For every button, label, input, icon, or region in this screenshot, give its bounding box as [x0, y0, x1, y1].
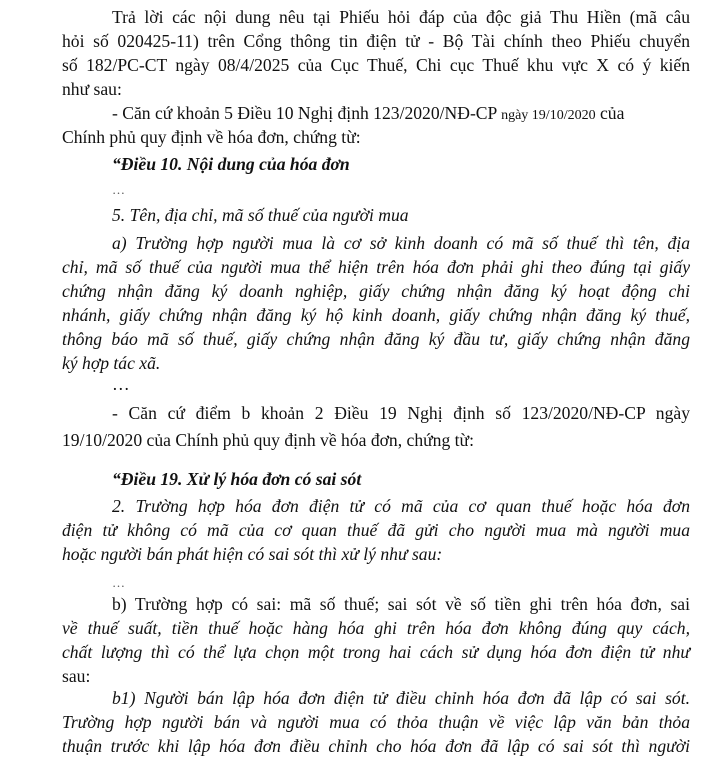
quote-line: b1) Người bán lập hóa đơn điện tử điều chỉnh hóa đơn đã lập có sai sót. [112, 688, 690, 708]
article-10-heading: “Điều 10. Nội dung của hóa đơn [112, 154, 350, 174]
quote-line: thông báo mã số thuế, giấy chứng nhận đăng ký đầu tư, giấy chứng nhận đăng [62, 329, 690, 349]
quote-line: chất lượng thì có thể lựa chọn một trong hai cách sử dụng hóa đơn điện tử như [62, 642, 690, 662]
legal-basis-text: - Căn cứ khoản 5 Điều 10 Nghị định 123/2020/NĐ-CP [112, 103, 497, 123]
quote-line: thuận trước khi lập hóa đơn điều chỉnh cho hóa đơn đã lập có sai sót thì người [62, 736, 690, 756]
quote-line: điện tử không có mã của cơ quan thuế đã gửi cho người mua mà người mua [62, 520, 690, 540]
ellipsis: … [112, 182, 125, 197]
quote-line: b) Trường hợp có sai: mã số thuế; sai sót về số tiền ghi trên hóa đơn, sai [112, 594, 690, 614]
quote-line: về thuế suất, tiền thuế hoặc hàng hóa ghi trên hóa đơn không đúng quy cách, [62, 618, 690, 638]
legal-basis-suffix: của [600, 103, 625, 123]
ellipsis: … [112, 374, 130, 394]
quote-line: hoặc người bán phát hiện có sai sót thì xử lý như sau: [62, 544, 443, 564]
legal-basis-line: - Căn cứ điểm b khoản 2 Điều 19 Nghị định số 123/2020/NĐ-CP ngày [112, 403, 690, 423]
paragraph-line: 19/10/2020 của Chính phủ quy định về hóa đơn, chứng từ: [62, 430, 474, 450]
paragraph-line: số 182/PC-CT ngày 08/4/2025 của Cục Thuế, Chi cục Thuế khu vực X có ý kiến [62, 55, 690, 75]
clause-heading: 5. Tên, địa chỉ, mã số thuế của người mua [112, 205, 409, 225]
quote-line: sau: [62, 666, 91, 686]
article-19-heading: “Điều 19. Xử lý hóa đơn có sai sót [112, 469, 362, 489]
legal-basis-line [112, 101, 690, 128]
paragraph-line: như sau: [62, 79, 122, 99]
quote-line: a) Trường hợp người mua là cơ sở kinh doanh có mã số thuế thì tên, địa [112, 233, 690, 253]
paragraph-line: Trả lời các nội dung nêu tại Phiếu hỏi đáp của độc giả Thu Hiền (mã câu [112, 7, 690, 27]
quote-line: nhánh, giấy chứng nhận đăng ký hộ kinh doanh, giấy chứng nhận đăng ký thuế, [62, 305, 690, 325]
paragraph-line: hỏi số 020425-11) trên Cổng thông tin điện tử - Bộ Tài chính theo Phiếu chuyển [62, 31, 690, 51]
quote-line: chỉ, mã số thuế của người mua thể hiện trên hóa đơn phải ghi theo đúng tại giấy [62, 257, 690, 277]
ellipsis: … [112, 575, 125, 590]
legal-basis-date: ngày 19/10/2020 [501, 108, 596, 123]
quote-line: ký hợp tác xã. [62, 353, 161, 373]
quote-line: Trường hợp người bán và người mua có thỏa thuận về việc lập văn bản thỏa [62, 712, 690, 732]
quote-line: 2. Trường hợp hóa đơn điện tử có mã của cơ quan thuế hoặc hóa đơn [112, 496, 690, 516]
quote-line: chứng nhận đăng ký doanh nghiệp, giấy chứng nhận đăng ký hoạt động chi [62, 281, 690, 301]
paragraph-line: Chính phủ quy định về hóa đơn, chứng từ: [62, 127, 361, 147]
